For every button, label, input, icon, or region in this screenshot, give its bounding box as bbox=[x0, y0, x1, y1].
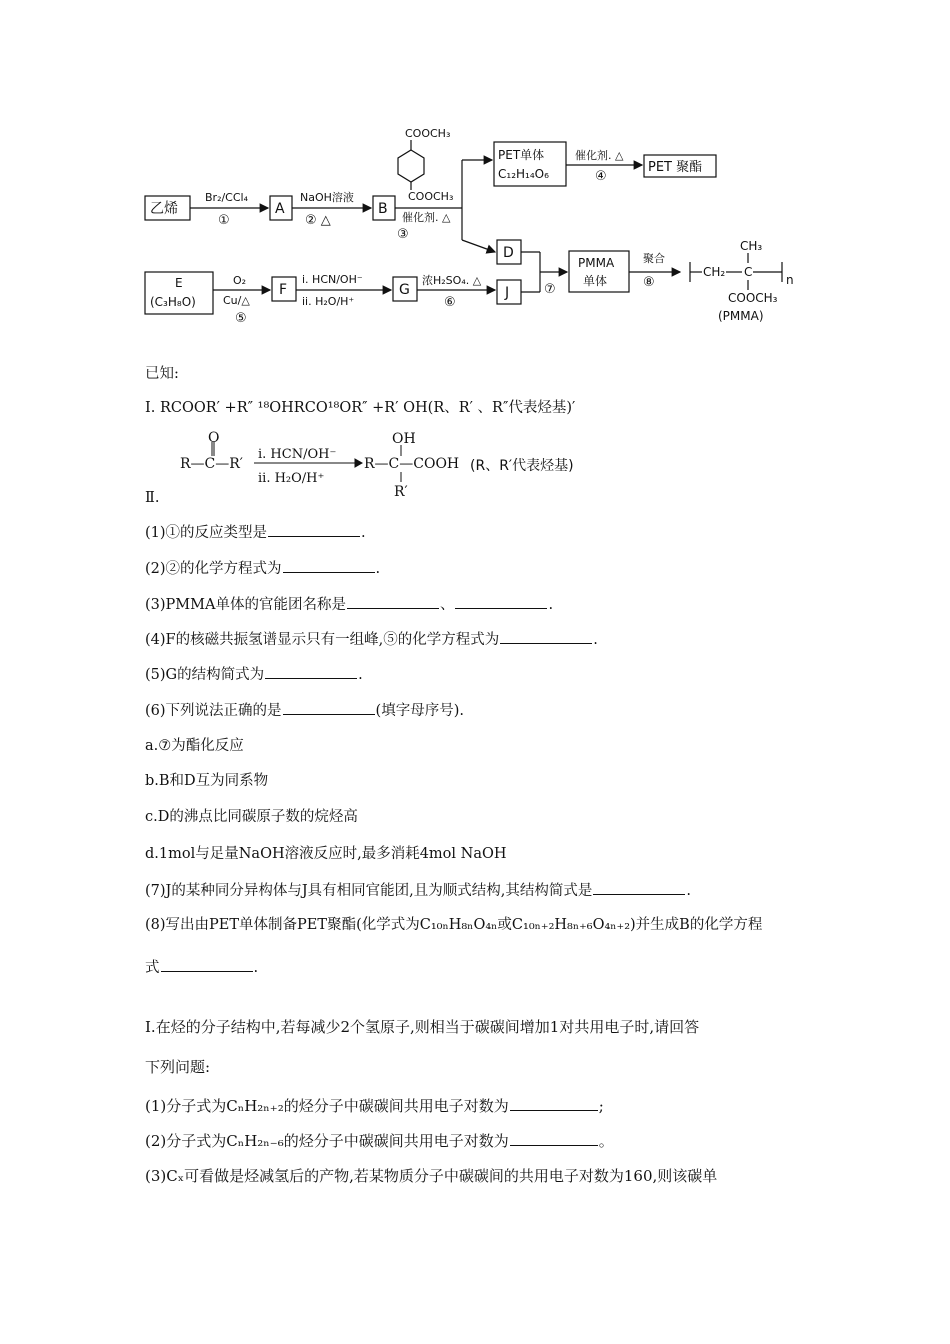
pet-monomer-label: PET单体 bbox=[498, 148, 545, 162]
question-1: (1)①的反应类型是 . bbox=[145, 522, 366, 543]
polymer-ch3: CH₃ bbox=[740, 239, 763, 253]
question-3: (3)PMMA单体的官能团名称是 、 . bbox=[145, 594, 553, 615]
part2-intro-line-2: 下列问题: bbox=[145, 1058, 211, 1076]
answer-blank[interactable] bbox=[268, 522, 360, 537]
compound-e-formula: (C₃H₈O) bbox=[150, 295, 196, 309]
reaction-scheme bbox=[0, 0, 950, 340]
rf-reagent-top: i. HCN/OH⁻ bbox=[302, 273, 363, 286]
answer-blank[interactable] bbox=[347, 594, 439, 609]
known-i: Ⅰ. RCOOR′ +R″ ¹⁸OHRCO¹⁸OR″ +R′ OH(R、R′ 、R″代表烃基)′ bbox=[145, 400, 576, 416]
answer-blank[interactable] bbox=[161, 957, 253, 972]
part2-question-1: (1)分子式为CₙH₂ₙ₊₂的烃分子中碳碳间共用电子对数为 ; bbox=[145, 1097, 604, 1115]
compound-a: A bbox=[275, 201, 285, 217]
option-c: c.D的沸点比同碳原子数的烷烃高 bbox=[145, 809, 358, 825]
r1-number: ① bbox=[218, 213, 230, 228]
part2-question-3: (3)Cₓ可看做是烃减氢后的产物,若某物质分子中碳碳间的共用电子对数为160,则该碳单 bbox=[145, 1167, 718, 1185]
answer-blank[interactable] bbox=[455, 594, 547, 609]
known-ii-r: R′ bbox=[394, 484, 408, 500]
r6-reagent: 浓H₂SO₄. △ bbox=[422, 274, 482, 287]
known-ii-cond-top: i. HCN/OH⁻ bbox=[258, 447, 337, 462]
known-ii-note: (R、R′代表烃基) bbox=[470, 458, 574, 474]
compound-g: G bbox=[399, 282, 410, 298]
answer-blank[interactable] bbox=[283, 700, 375, 715]
answer-blank[interactable] bbox=[500, 629, 592, 644]
compound-d: D bbox=[503, 245, 514, 261]
compound-b: B bbox=[378, 201, 388, 217]
question-8: (8)写出由PET单体制备PET聚酯(化学式为C₁₀ₙH₈ₙO₄ₙ或C₁₀ₙ₊₂H₈ₙ₊₆O₄ₙ₊₂)并生成B的化学方程 bbox=[145, 917, 763, 933]
part2-intro: Ⅰ.在烃的分子结构中,若每减少2个氢原子,则相当于碳碳间增加1对共用电子时,请回答 bbox=[145, 1018, 700, 1036]
polymer-ch2: CH₂ bbox=[703, 265, 726, 279]
question-5: (5)G的结构简式为 . bbox=[145, 664, 363, 685]
r8-number: ⑧ bbox=[643, 275, 655, 290]
pmma-monomer-label: PMMA bbox=[578, 256, 615, 270]
r2-reagent: NaOH溶液 bbox=[300, 191, 354, 204]
compound-j: J bbox=[505, 285, 510, 301]
r4-reagent: 催化剂. △ bbox=[575, 149, 624, 162]
polymer-c: C bbox=[744, 265, 753, 279]
polymer-coome: COOCH₃ bbox=[728, 291, 778, 305]
known-ii-oh: OH bbox=[392, 431, 416, 447]
compound-e: E bbox=[175, 276, 183, 290]
r4-number: ④ bbox=[595, 169, 607, 184]
option-a: a.⑦为酯化反应 bbox=[145, 738, 244, 754]
r5-number: ⑤ bbox=[235, 311, 247, 326]
pmma-monomer-label-2: 单体 bbox=[583, 274, 608, 288]
question-2: (2)②的化学方程式为 . bbox=[145, 558, 380, 579]
pet-monomer-formula: C₁₂H₁₄O₆ bbox=[498, 167, 549, 181]
r1-reagent: Br₂/CCl₄ bbox=[205, 191, 249, 204]
known-heading: 已知: bbox=[145, 366, 179, 382]
pet-polyester-label: PET 聚酯 bbox=[648, 160, 703, 175]
known-ii-o: O bbox=[208, 430, 220, 446]
known-ii-reaction bbox=[180, 430, 620, 500]
answer-blank[interactable] bbox=[510, 1096, 598, 1111]
rf-reagent-bottom: ii. H₂O/H⁺ bbox=[302, 295, 355, 308]
part2-question-2: (2)分子式为CₙH₂ₙ₋₆的烃分子中碳碳间共用电子对数为 。 bbox=[145, 1132, 614, 1150]
r3-number: ③ bbox=[397, 227, 409, 242]
question-7: (7)J的某种同分异构体与J具有相同官能团,且为顺式结构,其结构简式是 . bbox=[145, 880, 691, 901]
question-4: (4)F的核磁共振氢谱显示只有一组峰,⑤的化学方程式为 . bbox=[145, 629, 598, 650]
ethylene-label: 乙烯 bbox=[150, 201, 178, 217]
coome-bottom: COOCH₃ bbox=[408, 190, 454, 203]
r8-reagent: 聚合 bbox=[643, 252, 665, 265]
r2-number: ② △ bbox=[305, 213, 331, 228]
coome-top: COOCH₃ bbox=[405, 127, 451, 140]
r5-reagent-top: O₂ bbox=[233, 274, 247, 287]
r3-reagent: 催化剂. △ bbox=[402, 211, 451, 224]
polymer-n: n bbox=[786, 273, 794, 287]
question-6: (6)下列说法正确的是 (填字母序号). bbox=[145, 700, 464, 721]
r7-number: ⑦ bbox=[544, 282, 556, 297]
answer-blank[interactable] bbox=[283, 558, 375, 573]
r6-number: ⑥ bbox=[444, 295, 456, 310]
option-d: d.1mol与足量NaOH溶液反应时,最多消耗4mol NaOH bbox=[145, 846, 507, 862]
polymer-name: (PMMA) bbox=[718, 309, 764, 323]
answer-blank[interactable] bbox=[593, 880, 685, 895]
known-ii-cond-bottom: ii. H₂O/H⁺ bbox=[258, 471, 325, 486]
known-ii-product: R—C—COOH bbox=[364, 456, 460, 472]
question-8-line-2: 式 . bbox=[145, 957, 258, 978]
answer-blank[interactable] bbox=[265, 664, 357, 679]
r5-reagent-bottom: Cu/△ bbox=[223, 294, 250, 307]
known-ii-reactant: R—C—R′ bbox=[180, 456, 243, 472]
answer-blank[interactable] bbox=[510, 1131, 598, 1146]
compound-f: F bbox=[279, 282, 288, 298]
known-ii-label: Ⅱ. bbox=[145, 490, 160, 506]
option-b: b.B和D互为同系物 bbox=[145, 773, 269, 789]
